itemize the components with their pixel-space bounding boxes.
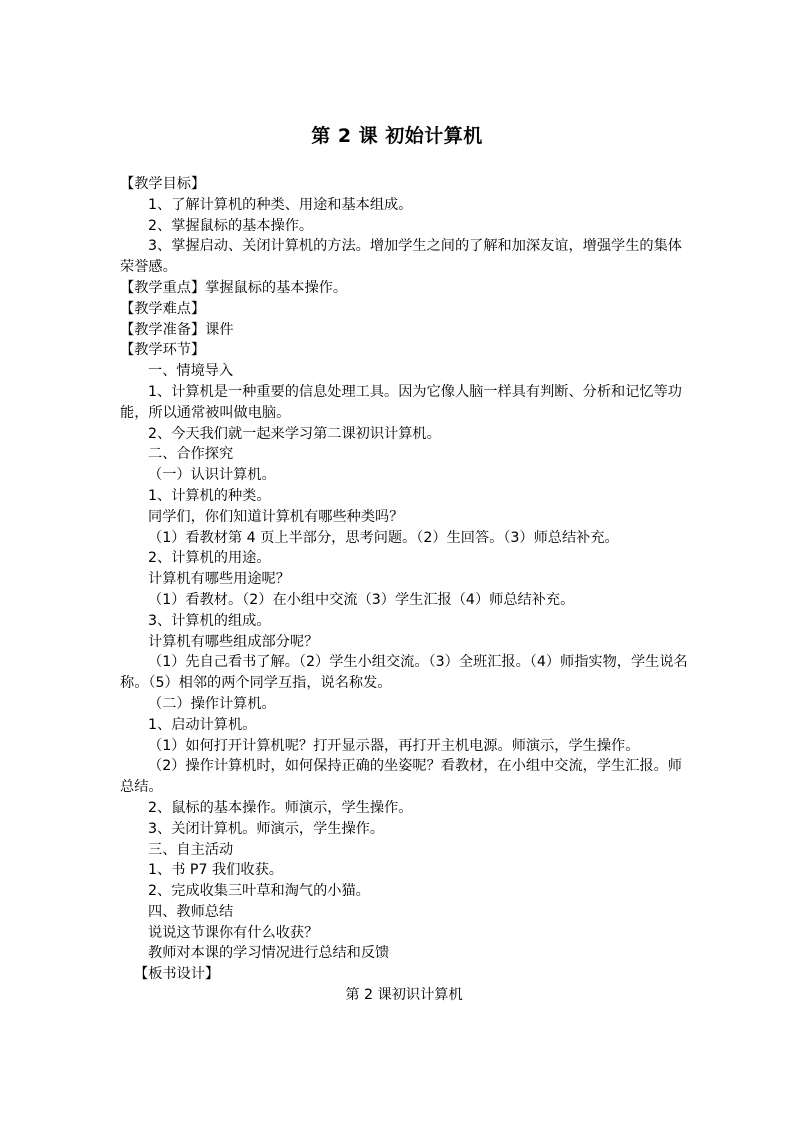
computer-parts-heading: 3、计算机的组成。 <box>148 612 271 629</box>
computer-types-steps: （1）看教材第 4 页上半部分，思考问题。（2）生回答。（3）师总结补充。 <box>148 529 619 546</box>
subsection-2-heading: （二）操作计算机。 <box>148 695 276 712</box>
section-1-item-2: 2、今天我们就一起来学习第二课初识计算机。 <box>148 425 441 442</box>
heading-board-design: 【板书设计】 <box>134 966 220 983</box>
computer-uses-question: 计算机有哪些用途呢？ <box>148 571 290 588</box>
section-1-item-1 <box>120 382 688 424</box>
activity-item-1: 1、书 P7 我们收获。 <box>148 862 283 879</box>
heading-difficulties: 【教学难点】 <box>120 300 206 317</box>
start-computer-step-1 <box>120 736 688 757</box>
heading-key-points: 【教学重点】掌握鼠标的基本操作。 <box>120 279 348 296</box>
computer-types-heading: 1、计算机的种类。 <box>148 487 271 504</box>
objective-item-3-text: 3、掌握启动、关闭计算机的方法。增加学生之间的了解和加深友谊，增强学生的集体荣誉感。 <box>120 238 682 276</box>
objective-item-1: 1、了解计算机的种类、用途和基本组成。 <box>148 196 413 213</box>
start-computer-step-2-text: （2）操作计算机时，如何保持正确的坐姿呢？看教材，在小组中交流，学生汇报。师总结。 <box>120 758 682 796</box>
computer-parts-steps-text: （1）先自己看书了解。（2）学生小组交流。（3）全班汇报。（4）师指实物，学生说名称。（5）相邻的两个同学互指，说名称发。 <box>120 654 688 692</box>
board-design-title: 第 2 课初识计算机 <box>345 987 463 1004</box>
mouse-operation-item: 2、鼠标的基本操作。师演示，学生操作。 <box>148 799 413 816</box>
section-3-heading: 三、自主活动 <box>148 841 234 858</box>
section-1-heading: 一、情境导入 <box>148 363 234 380</box>
computer-parts-question: 计算机有哪些组成部分呢？ <box>148 633 319 650</box>
summary-question: 说说这节课你有什么收获？ <box>148 924 319 941</box>
document-body <box>120 174 688 1006</box>
objective-item-3 <box>120 236 688 278</box>
computer-uses-steps: （1）看教材。（2）在小组中交流（3）学生汇报（4）师总结补充。 <box>148 591 575 608</box>
start-computer-step-1-text: （1）如何打开计算机呢？打开显示器，再打开主机电源。师演示，学生操作。 <box>148 737 640 754</box>
objective-item-2: 2、掌握鼠标的基本操作。 <box>148 217 314 234</box>
computer-parts-steps <box>120 652 688 694</box>
subsection-1-heading: （一）认识计算机。 <box>148 467 276 484</box>
start-computer-heading: 1、启动计算机。 <box>148 716 257 733</box>
lesson-title: 第 2 课 初始计算机 <box>311 125 483 147</box>
activity-item-2: 2、完成收集三叶草和淘气的小猫。 <box>148 883 370 900</box>
start-computer-step-2 <box>120 756 688 798</box>
section-2-heading: 二、合作探究 <box>148 446 234 463</box>
heading-preparation: 【教学准备】课件 <box>120 321 234 338</box>
computer-types-question: 同学们，你们知道计算机有哪些种类吗？ <box>148 508 404 525</box>
heading-teaching-process: 【教学环节】 <box>120 342 206 359</box>
computer-uses-heading: 2、计算机的用途。 <box>148 550 271 567</box>
section-1-item-1-text: 1、计算机是一种重要的信息处理工具。因为它像人脑一样具有判断、分析和记忆等功能，所以通常被叫做电脑。 <box>120 383 682 421</box>
shutdown-item: 3、关闭计算机。师演示，学生操作。 <box>148 820 385 837</box>
summary-note: 教师对本课的学习情况进行总结和反馈 <box>148 945 390 962</box>
heading-objectives: 【教学目标】 <box>120 176 206 192</box>
section-4-heading: 四、教师总结 <box>148 903 234 920</box>
